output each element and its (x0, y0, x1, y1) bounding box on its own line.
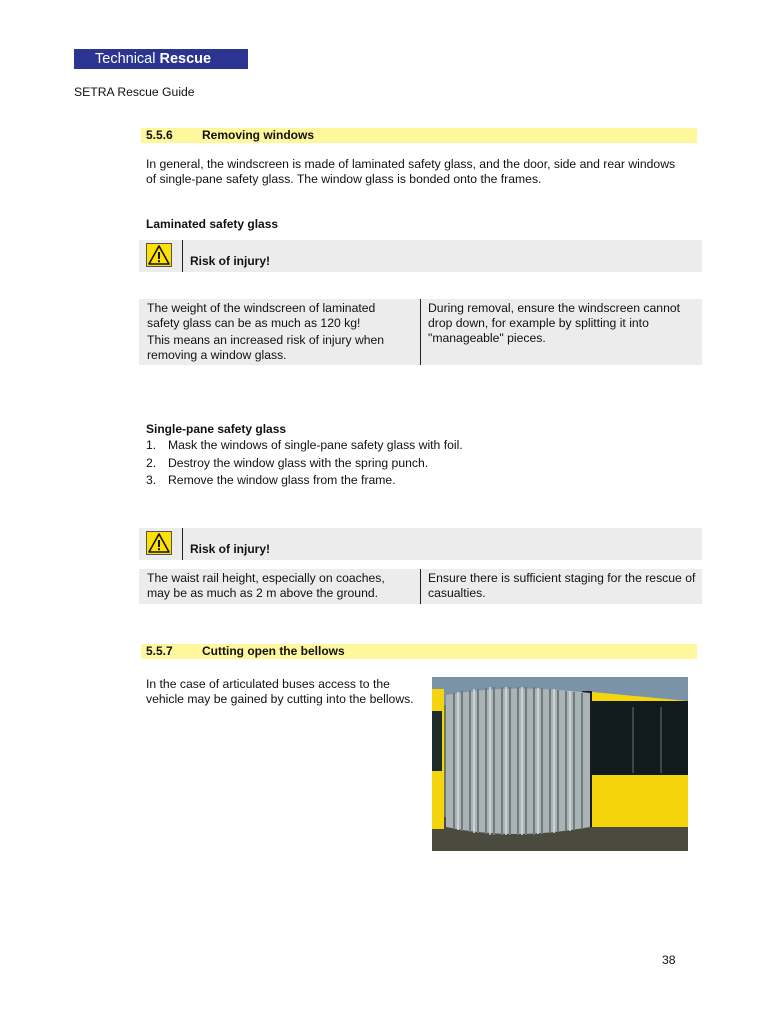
note-box-single-pane (139, 569, 702, 604)
step-text: Remove the window glass from the frame. (168, 473, 396, 487)
step-number: 2. (146, 455, 157, 470)
warning-separator (182, 528, 183, 560)
note-right-column: During removal, ensure the windscreen cannot drop down, for example by splitting it into "manageable" pieces. (428, 301, 681, 345)
bellows-paragraph: In the case of articulated buses access to the vehicle may be gained by cutting into the bellows. (146, 677, 414, 706)
note-right-column: Ensure there is sufficient staging for the rescue of casualties. (428, 571, 696, 600)
note-separator (420, 299, 421, 365)
banner-text: Technical (95, 51, 160, 67)
warning-text: Risk of injury! (190, 542, 271, 556)
note-left-column: The waist rail height, especially on coaches, may be as much as 2 m above the ground. (147, 571, 385, 600)
section-heading-5-5-6 (141, 128, 697, 143)
document-subtitle: SETRA Rescue Guide (74, 85, 195, 99)
step-text: Destroy the window glass with the spring punch. (168, 455, 429, 470)
page-number: 38 (662, 953, 676, 967)
warning-triangle-icon (146, 243, 172, 267)
note-left-column (147, 301, 409, 365)
note-paragraph: The weight of the windscreen of laminated safety glass can be as much as 120 kg! (147, 301, 376, 330)
intro-paragraph: In general, the windscreen is made of laminated safety glass, and the door, side and rear windows of single-pane safety glass. The window glass is bonded onto the frames. (146, 157, 676, 186)
section-number: 5.5.6 (146, 128, 173, 142)
section-title: Removing windows (202, 128, 315, 142)
warning-separator (182, 240, 183, 272)
step-text: Mask the windows of single-pane safety glass with foil. (168, 438, 463, 452)
bus-bellows-photo (432, 677, 688, 851)
step-number: 1. (146, 438, 157, 452)
warning-text: Risk of injury! (190, 254, 271, 268)
note-box-laminated (139, 299, 702, 365)
warning-triangle-icon (146, 531, 172, 555)
section-heading-5-5-7 (141, 644, 697, 659)
laminated-heading: Laminated safety glass (146, 217, 279, 231)
step-number: 3. (146, 473, 157, 487)
single-pane-heading: Single-pane safety glass (146, 422, 287, 436)
document-banner (74, 49, 248, 69)
note-paragraph: This means an increased risk of injury when removing a window glass. (147, 333, 385, 362)
banner-bold-text: Rescue (159, 51, 212, 67)
section-title: Cutting open the bellows (202, 644, 345, 658)
section-number: 5.5.7 (146, 644, 173, 658)
warning-bar-laminated (139, 240, 702, 272)
warning-bar-single-pane (139, 528, 702, 560)
note-separator (420, 569, 421, 604)
